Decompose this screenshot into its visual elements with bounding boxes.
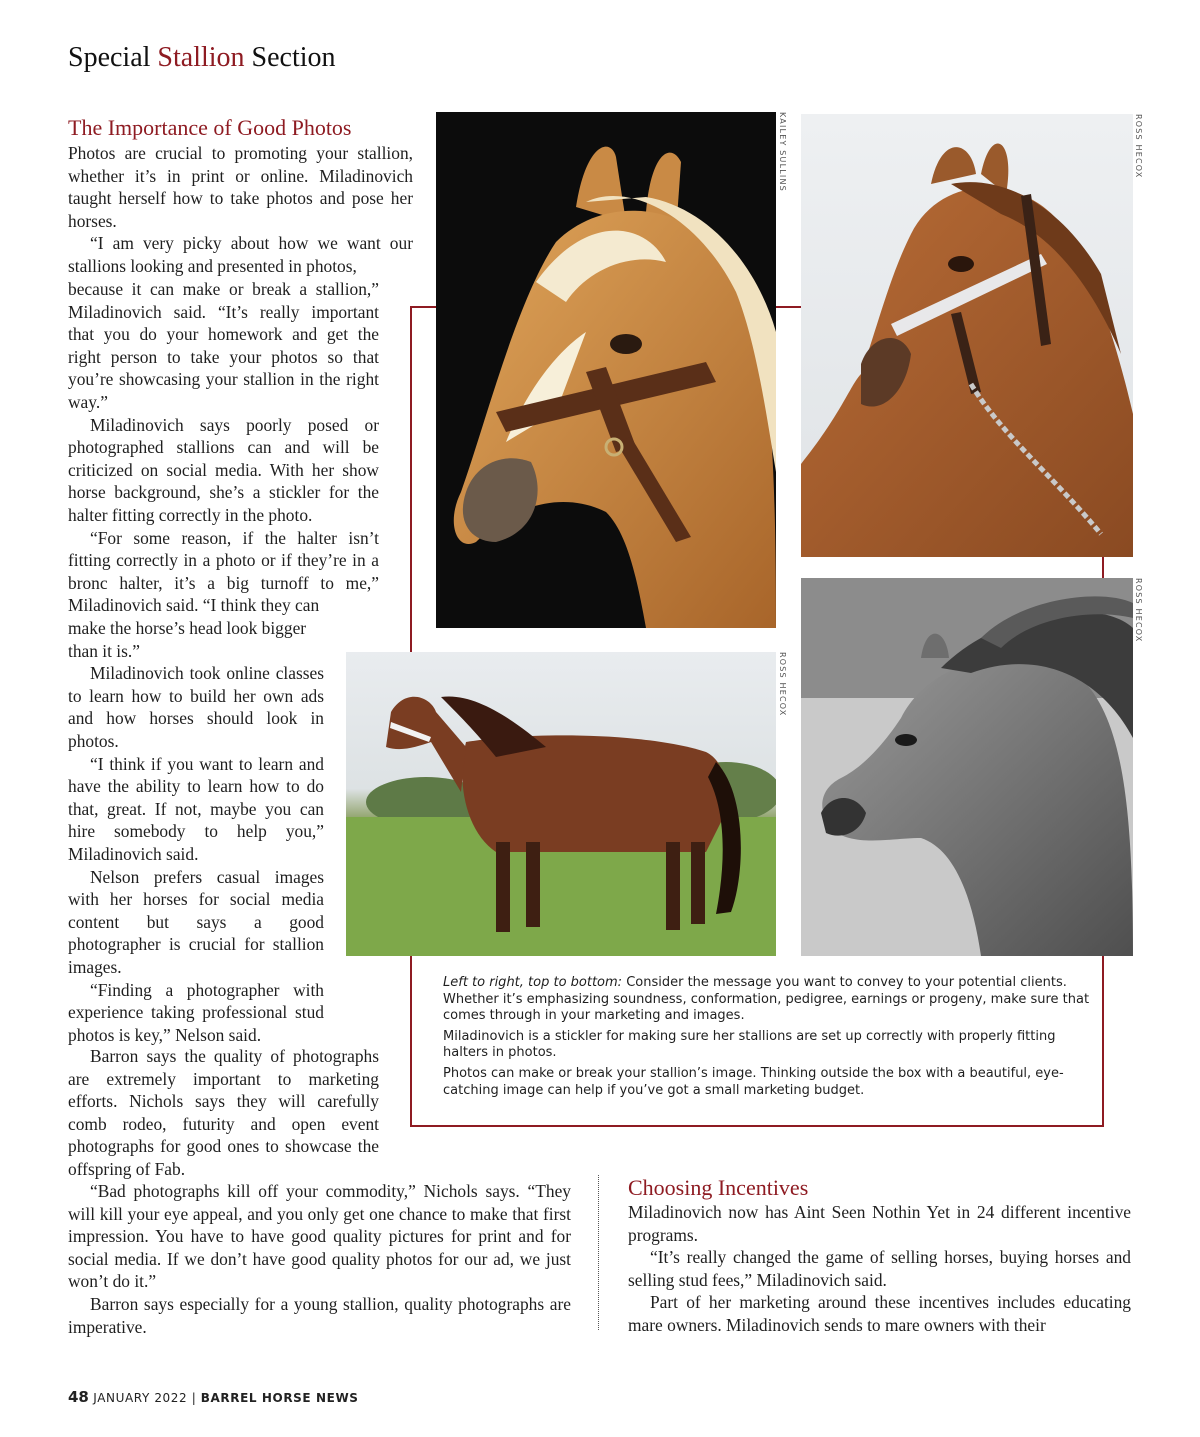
footer-separator: | <box>191 1391 197 1405</box>
page-footer <box>68 1388 359 1406</box>
article-body-left-lower <box>68 1045 379 1181</box>
article-body-bottom-left <box>68 1180 571 1338</box>
publication-name: BARREL HORSE NEWS <box>200 1391 359 1405</box>
caption-line: Photos can make or break your stallion’s image. Thinking outside the box with a beautiful, eye-catching image can help if you’ve got a small marketing budget. <box>443 1065 1064 1098</box>
paragraph: Nelson prefers casual images with her horses for social media content but says a good photographer is crucial for stallion images. <box>68 866 324 977</box>
article-body-left-top <box>68 142 413 278</box>
article-heading-photos: The Importance of Good Photos <box>68 115 352 140</box>
palomino-horse-image <box>436 112 776 628</box>
paragraph: Photos are crucial to promoting your stallion, whether it’s in print or online. Miladinovich taught herself how to take photos and pose her horses. <box>68 143 413 231</box>
caption-text: Consider the message you want to convey to your potential clients. Whether it’s emphasizing soundness, conformation, pedigree, earnings or progeny, make sure that comes through in your marketing and images. <box>443 975 1090 1024</box>
paragraph: “I think if you want to learn and have the ability to learn how to do that, great. If not, maybe you can hire somebody to help you,” Miladinovich said. <box>68 753 324 864</box>
paragraph-partial: “I am very picky about how we want our stallions looking and presented in photos, <box>68 233 413 276</box>
photo-caption <box>443 975 1093 1103</box>
paragraph-partial: “For some reason, if the halter isn’t fitting correctly in a photo or if they’re in a bronc halter, it’s a big turnoff to me,” Miladinovich said. “I think they can <box>68 527 379 616</box>
paragraph: “It’s really changed the game of selling horses, buying horses and selling stud fees,” Miladinovich said. <box>628 1247 1131 1290</box>
frame-line <box>776 306 801 308</box>
column-divider <box>598 1175 599 1330</box>
frame-line <box>410 306 436 308</box>
paragraph: Miladinovich now has Aint Seen Nothin Yet in 24 different incentive programs. <box>628 1202 1131 1245</box>
caption-line: Miladinovich is a stickler for making sure her stallions are set up correctly with properly fitting halters in photos. <box>443 1028 1056 1061</box>
caption-lead: Left to right, top to bottom: <box>443 975 623 990</box>
bw-horse-image <box>801 578 1133 956</box>
photo-stallion-field <box>346 652 776 956</box>
photo-credit: ROSS HECOX <box>1134 114 1143 179</box>
paragraph: Barron says especially for a young stallion, quality photographs are imperative. <box>68 1293 571 1337</box>
section-title-accent: Stallion <box>157 42 245 73</box>
article-body-left-mid <box>68 278 379 617</box>
section-title-part2: Section <box>244 42 336 73</box>
photo-credit: ROSS HECOX <box>1134 578 1143 643</box>
section-title <box>68 38 336 78</box>
photo-credit: KAILEY SULLINS <box>778 112 787 192</box>
article-body-right <box>628 1201 1131 1337</box>
frame-line <box>410 1125 1104 1127</box>
page-number: 48 <box>68 1388 89 1406</box>
section-title-part1: Special <box>68 42 158 73</box>
paragraph: Barron says the quality of photographs are extremely important to marketing efforts. Nichols says they will carefully comb rodeo, futurity and open event photographs for good ones to showcase the offspring of Fab. <box>68 1046 379 1179</box>
paragraph: “Bad photographs kill off your commodity,” Nichols says. “They will kill your eye appeal, and you only get one chance to make that first impression. You have to have good quality pictures for print and for social media. If we don’t have good quality photos for our ad, we just won’t do it.” <box>68 1181 571 1292</box>
article-heading-incentives: Choosing Incentives <box>628 1175 809 1200</box>
chestnut-horse-image <box>801 114 1133 557</box>
article-body-left-narrow <box>68 617 324 1046</box>
photo-chestnut-stallion <box>801 114 1133 557</box>
photo-bw-stallion <box>801 578 1133 956</box>
frame-line <box>1102 956 1104 1127</box>
frame-line <box>1102 557 1104 578</box>
issue-date: JANUARY 2022 <box>93 1391 188 1405</box>
paragraph: Miladinovich took online classes to learn how to build her own ads and how horses should look in photos. <box>68 663 324 751</box>
caption-line <box>443 975 1093 1025</box>
paragraph-continued: because it can make or break a stallion,” Miladinovich said. “It’s really important that you do your homework and get the right person to take your photos so that you’re showcasing your stallion in the right way.” <box>68 279 379 412</box>
paragraph: Miladinovich says poorly posed or photographed stallions can and will be criticized on social media. With her show horse background, she’s a stickler for the halter fitting correctly in the photo. <box>68 414 379 525</box>
paragraph-continued: make the horse’s head look bigger than it is.” <box>68 618 307 661</box>
photo-palomino-stallion <box>436 112 776 628</box>
photo-credit: ROSS HECOX <box>778 652 787 717</box>
paragraph: Part of her marketing around these incentives includes educating mare owners. Miladinovich sends to mare owners with their <box>628 1292 1131 1335</box>
paragraph: “Finding a photographer with experience taking professional stud photos is key,” Nelson said. <box>68 979 324 1045</box>
field-horse-image <box>346 652 776 956</box>
